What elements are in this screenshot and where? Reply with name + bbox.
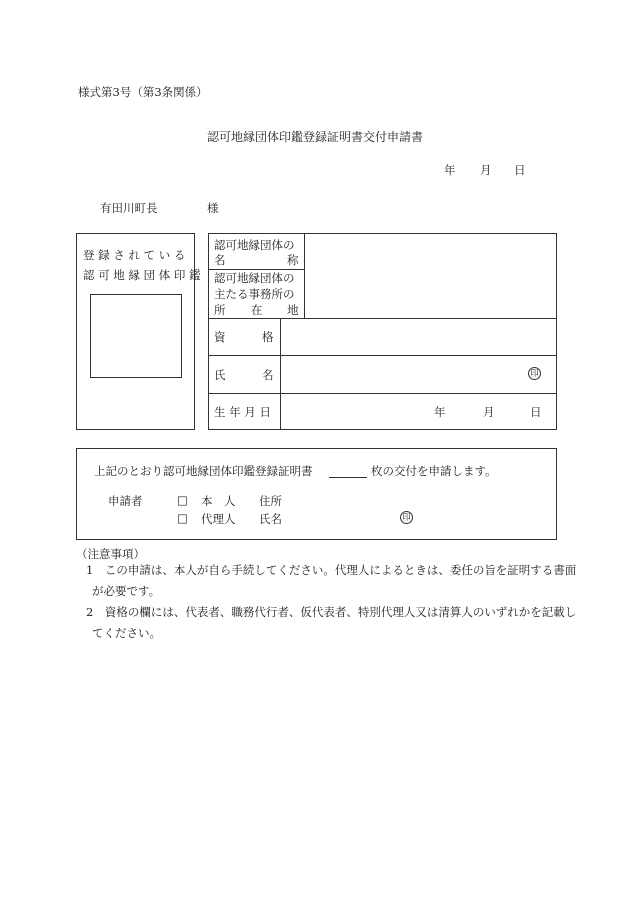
form-number: 様式第3号（第3条関係） [78,85,208,99]
birth-date-label: 生 年 月 日 [214,405,271,419]
birth-year-label: 年 [434,405,446,419]
request-text-before: 上記のとおり認可地縁団体印鑑登録証明書 [94,464,313,478]
office-label-line3b: 在 [251,303,263,317]
addressee-name: 有田川町長 [100,201,158,215]
note-item-1: 1 この申請は、本人が自ら手続してください。代理人によるときは、委任の旨を証明する書面が必要です。 [86,563,577,598]
office-label-line1: 認可地縁団体の [214,271,295,285]
form-title: 認可地縁団体印鑑登録証明書交付申請書 [207,130,424,144]
date-year-label: 年 [444,163,456,177]
qualification-label-a: 資 [214,330,226,344]
seal-impression-area[interactable] [90,294,182,378]
name-field[interactable] [281,356,521,393]
date-month-label: 月 [480,163,492,177]
self-label: 本 人 [201,494,236,508]
org-name-label-line1: 認可地縁団体の [214,238,295,252]
request-text-after: 枚の交付を申請します。 [371,464,497,478]
agent-label: 代理人 [201,512,236,526]
applicant-label: 申請者 [108,494,143,508]
seal-mark-icon: 印 [400,511,413,524]
note-item-2: 2 資格の欄には、代表者、職務代行者、仮代表者、特別代理人又は清算人のいずれかを記載してください。 [86,605,577,640]
office-label-line2: 主たる事務所の [214,287,295,301]
copies-count-field[interactable] [329,462,367,478]
applicant-name-field[interactable] [289,507,389,525]
agent-checkbox[interactable]: □ [177,511,188,525]
notes-heading: （注意事項） [76,547,145,561]
qualification-field[interactable] [281,319,557,355]
office-address-field[interactable] [305,270,557,318]
org-name-label-line2b: 称 [287,253,299,267]
office-label-line3a: 所 [214,303,226,317]
name-label: 氏名 [259,512,282,526]
birth-day-label: 日 [530,405,542,419]
birth-month-label: 月 [483,405,495,419]
qualification-label-b: 格 [262,330,274,344]
applicant-address-field[interactable] [289,489,529,507]
name-label-a: 氏 [214,368,226,382]
seal-box-label-line1: 登 録 さ れ て い る [83,248,186,262]
seal-mark-icon: 印 [528,367,541,380]
self-checkbox[interactable]: □ [177,493,188,507]
org-name-label-line2a: 名 [214,253,226,267]
registered-seal-box [76,233,201,430]
address-label: 住所 [259,494,282,508]
name-label-b: 名 [262,368,274,382]
birth-date-field[interactable] [281,394,557,430]
applicant-info-table [208,233,557,430]
org-name-field[interactable] [305,234,557,269]
office-label-line3c: 地 [287,303,299,317]
addressee-honorific: 様 [207,201,219,215]
seal-box-label-line2: 認 可 地 縁 団 体 印 鑑 [83,268,201,282]
date-day-label: 日 [514,163,526,177]
request-box [76,448,557,540]
